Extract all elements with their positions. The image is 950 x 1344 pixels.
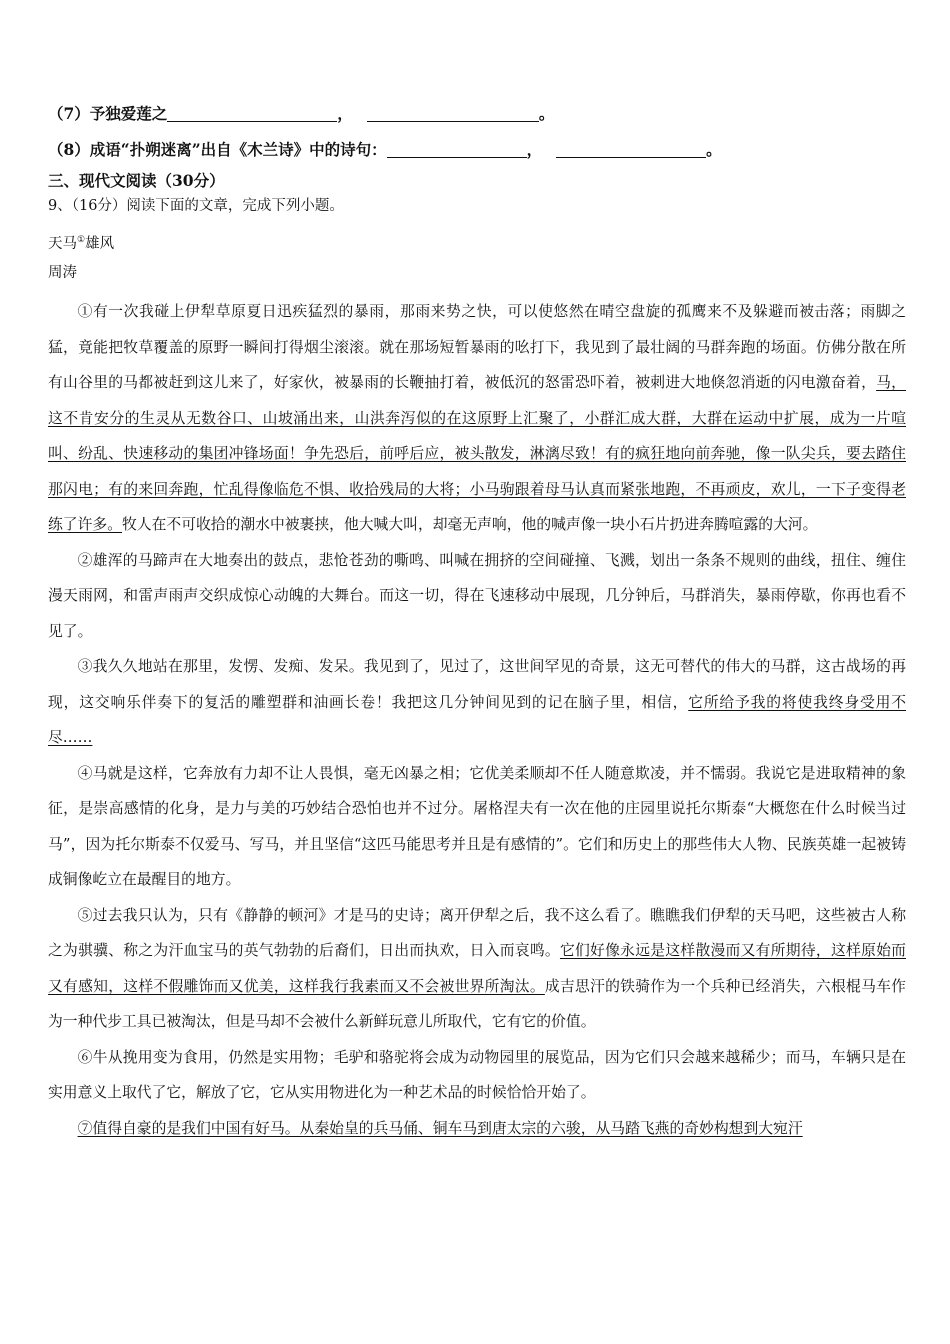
paragraph-5 <box>48 898 906 1040</box>
paragraph-3-underlined: 它所给予我的将使我终身受用不尽…… <box>48 693 906 746</box>
question-7-separator: ， <box>337 104 353 123</box>
paragraph-1 <box>48 294 906 543</box>
answer-blank-8b[interactable] <box>556 141 706 158</box>
fill-in-question-7 <box>48 104 554 124</box>
answer-blank-8a[interactable] <box>387 141 527 158</box>
answer-blank-7a[interactable] <box>167 105 337 122</box>
paragraph-5-underlined: 它们好像永远是这样散漫而又有所期待，这样原始而又有感知，这样不假雕饰而又优美，这样我行我素而又不会被世界所淘汰。 <box>48 942 906 995</box>
answer-blank-7b[interactable] <box>367 105 539 122</box>
question-8-prefix: （8）成语“扑朔迷离”出自《木兰诗》中的诗句： <box>48 140 387 159</box>
paragraph-2: ②雄浑的马蹄声在大地奏出的鼓点，悲怆苍劲的嘶鸣、叫喊在拥挤的空间碰撞、飞溅，划出一条条不规则的曲线，扭住、缠住漫天雨网，和雷声雨声交织成惊心动魄的大舞台。而这一切，得在飞速移动中展现，几分钟后，马群消失，暴雨停歇，你再也看不见了。 <box>48 551 906 640</box>
paragraph-1-text-b: 牧人在不可收拾的潮水中被裹挟，他大喊大叫，却毫无声响，他的喊声像一块小石片扔进奔腾喧露的大河。 <box>122 516 818 533</box>
paragraph-5-text-a: ⑤过去我只认为，只有《静静的顿河》才是马的史诗；离开伊犁之后，我不这么看了。瞧瞧我们伊犁的天马吧，这些被古人称之为骐骥、称之为汗血宝马的英气勃勃的后裔们，日出而执欢，日入而哀鸣。 <box>48 906 906 959</box>
article-author: 周涛 <box>48 265 77 281</box>
article-title <box>48 230 114 254</box>
paragraph-6: ⑥牛从挽用变为食用，仍然是实用物；毛驴和骆驼将会成为动物园里的展览品，因为它们只会越来越稀少；而马，车辆只是在实用意义上取代了它，解放了它，它从实用物进化为一种艺术品的时候恰恰开始了。 <box>48 1048 906 1101</box>
question-8-end: 。 <box>706 140 722 159</box>
paragraph-5-text-b: 成吉思汗的铁骑作为一个兵种已经消失，六根棍马车作为一种代步工具已被淘汰，但是马却不会被什么新鲜玩意儿所取代，它有它的价值。 <box>48 977 906 1030</box>
article-title-tail: 雄风 <box>85 235 115 252</box>
question-7-end: 。 <box>538 104 555 123</box>
paragraph-3-text-a: ③我久久地站在那里，发愣、发痴、发呆。我见到了，见过了，这世间罕见的奇景，这无可替代的伟大的马群，这古战场的再现，这交响乐伴奏下的复活的雕塑群和油画长卷！我把这几分钟间见到的记在脑子里，相信， <box>48 658 906 711</box>
title-footnote-mark: ① <box>77 235 86 245</box>
section-heading: 三、现代文阅读（30分） <box>48 171 225 190</box>
paragraph-1-underlined: 马，这不肯安分的生灵从无数谷口、山坡涌出来，山洪奔泻似的在这原野上汇聚了，小群汇成大群，大群在运动中扩展，成为一片喧叫、纷乱、快速移动的集团冲锋场面！争先恐后，前呼后应，被头散发，淋漓尽致！有的疯狂地向前奔驰，像一队尖兵，要去踏住那闪电；有的来回奔跑，忙乱得像临危不惧、收拾残局的大将；小马驹跟着母马认真而紧张地跑，不再顽皮，欢儿，一下子变得老练了许多。 <box>48 374 906 533</box>
question-8-separator: ， <box>526 140 543 159</box>
article-title-text: 天马 <box>48 235 77 252</box>
paragraph-4: ④马就是这样，它奔放有力却不让人畏惧，毫无凶暴之相；它优美柔顺却不任人随意欺凌，并不懦弱。我说它是进取精神的象征，是崇高感情的化身，是力与美的巧妙结合恐怕也并不过分。屠格涅夫有一次在他的庄园里说托尔斯泰“大概您在什么时候当过马”，因为托尔斯泰不仅爱马、写马，并且坚信“这匹马能思考并且是有感情的”。它们和历史上的那些伟大人物、民族英雄一起被铸成铜像屹立在最醒目的地方。 <box>48 764 906 888</box>
paragraph-3 <box>48 649 906 756</box>
paragraph-7-underlined: ⑦值得自豪的是我们中国有好马。从秦始皇的兵马俑、铜车马到唐太宗的六骏，从马踏飞燕的奇妙构想到大宛汗 <box>77 1119 803 1137</box>
fill-in-question-8 <box>48 140 722 160</box>
article-body <box>48 294 906 1146</box>
paragraph-7 <box>48 1111 906 1147</box>
question-9-stem: 9、（16分）阅读下面的文章，完成下列小题。 <box>48 198 344 214</box>
paragraph-1-text-a: ①有一次我碰上伊犁草原夏日迅疾猛烈的暴雨，那雨来势之快，可以使悠然在晴空盘旋的孤鹰来不及躲避而被击落；雨脚之猛，竟能把牧草覆盖的原野一瞬间打得烟尘滚滚。就在那场短暂暴雨的吆打下，我见到了最壮阔的马群奔跑的场面。仿佛分散在所有山谷里的马都被赶到这儿来了，好家伙，被暴雨的长鞭抽打着，被低沉的怒雷恐吓着，被刺进大地倏忽消逝的闪电激奋着， <box>48 303 906 391</box>
question-7-prefix: （7）予独爱莲之 <box>48 104 168 123</box>
